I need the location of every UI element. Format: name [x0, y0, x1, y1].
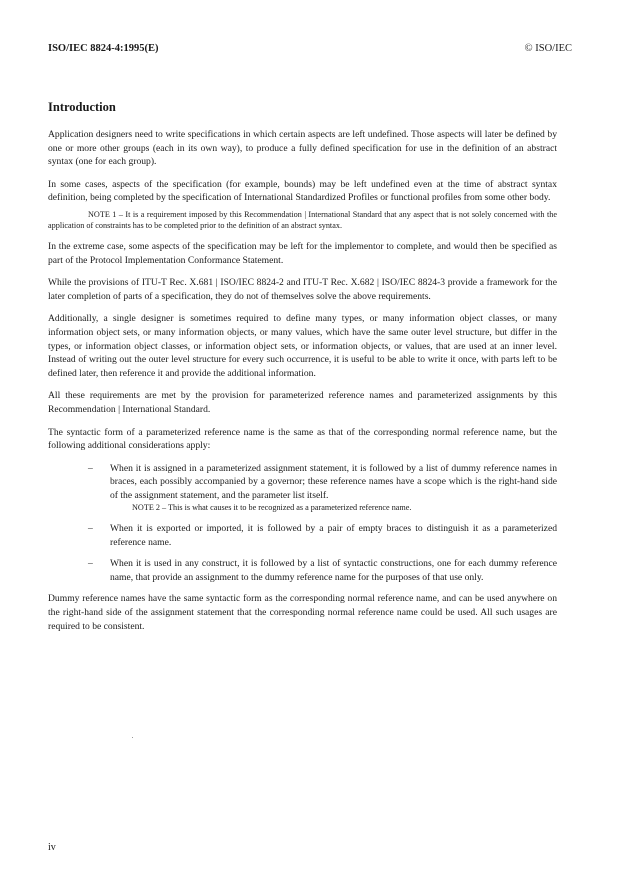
scan-speck	[132, 737, 133, 738]
body-text	[48, 128, 557, 642]
paragraph-8: Dummy reference names have the same syntactic form as the corresponding normal reference name, and can be used anywhere on the right-hand side of the assignment statement that the corresponding normal reference name could be used. All such usages are required to be consistent.	[48, 593, 557, 632]
paragraph-3: In the extreme case, some aspects of the specification may be left for the implementor to complete, and would then be specified as part of the Protocol Implementation Conformance Statement.	[48, 240, 557, 266]
header-document-id: ISO/IEC 8824-4:1995(E)	[48, 43, 159, 54]
paragraph-7: The syntactic form of a parameterized reference name is the same as that of the corresponding normal reference name, but the following additional considerations apply:	[48, 426, 557, 452]
list-item	[48, 557, 557, 584]
list-item	[48, 522, 557, 549]
list-item-text: When it is exported or imported, it is followed by a pair of empty braces to distinguish it as a parameterized reference name.	[110, 522, 557, 548]
note-1: NOTE 1 – It is a requirement imposed by this Recommendation | International Standard that any aspect that is not solely concerned with the application of constraints has to be completed prior to the definition of an abstract syntax.	[48, 209, 557, 231]
note-2: NOTE 2 – This is what causes it to be recognized as a parameterized reference name.	[132, 503, 412, 513]
dash-marker: –	[88, 522, 93, 534]
paragraph-5: Additionally, a single designer is sometimes required to define many types, or many information object classes, or many information object sets, or many information objects, or many values, which have the same outer level structure, but differ in the types, or information object classes, or information object sets, or information objects, or values, that are used at an inner level. Instead of writing out the outer level structure for every such occurrence, it is useful to be able to write it once, with parts left to be defined later, then reference it and provide the additional information.	[48, 313, 557, 379]
list-item-text: When it is used in any construct, it is followed by a list of syntactic constructions, one for each dummy reference name, that provide an assignment to the dummy reference name for the purposes of that use only.	[110, 558, 557, 583]
dash-marker: –	[88, 558, 93, 570]
paragraph-1: Application designers need to write specifications in which certain aspects are left undefined. Those aspects will later be defined by one or more other groups (each in its own way), to produce a fully defined specification for use in the definition of an abstract syntax (one for each group).	[48, 129, 557, 168]
paragraph-4: While the provisions of ITU-T Rec. X.681 | ISO/IEC 8824-2 and ITU-T Rec. X.682 | ISO/IEC 8824-3 provide a framework for the later completion of parts of a specification, they do not of themselves solve the above requirements.	[48, 277, 557, 302]
page-number: iv	[48, 842, 56, 853]
paragraph-2: In some cases, aspects of the specification (for example, bounds) may be left undefined even at the time of abstract syntax definition, being completed by the specification of International Standardized Profiles or functional profiles from some other body.	[48, 178, 557, 204]
paragraph-6: All these requirements are met by the provision for parameterized reference names and parameterized assignments by this Recommendation | International Standard.	[48, 390, 557, 415]
section-title: Introduction	[48, 100, 116, 114]
dash-marker: –	[88, 462, 93, 474]
header-copyright: © ISO/IEC	[524, 43, 572, 54]
considerations-list	[48, 462, 557, 585]
list-item	[48, 462, 557, 514]
list-item-text: When it is assigned in a parameterized assignment statement, it is followed by a list of dummy reference names in braces, each possibly accompanied by a governor; these reference names have a scope which is the right-hand side of the assignment statement, and the parameter list itself.	[110, 462, 557, 501]
